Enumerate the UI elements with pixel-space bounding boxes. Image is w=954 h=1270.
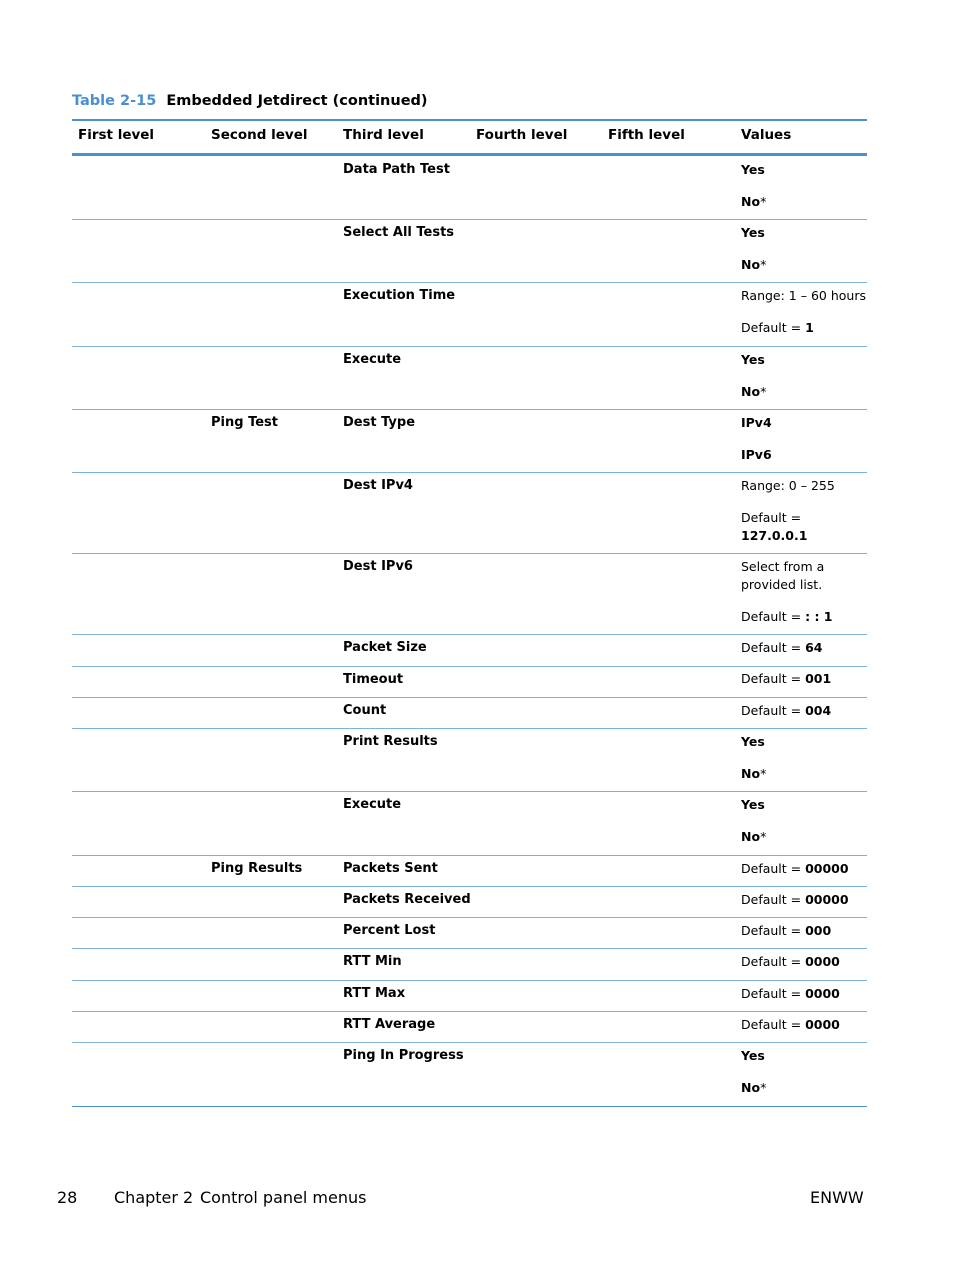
third-level-cell: Data Path Test	[343, 162, 450, 177]
table-number: Table 2-15	[72, 93, 157, 109]
third-level-cell: RTT Average	[343, 1017, 436, 1032]
row-divider	[72, 1042, 867, 1043]
third-level-cell: Execute	[343, 352, 402, 367]
row-divider	[72, 472, 867, 473]
header-fourth-level: Fourth level	[476, 127, 568, 143]
value-text: Default =	[741, 510, 802, 525]
value-line	[741, 477, 835, 495]
value-text: Yes	[741, 797, 765, 812]
row-divider	[72, 409, 867, 410]
third-level-cell: Dest IPv4	[343, 478, 413, 493]
value-text: provided list.	[741, 577, 823, 592]
second-level-cell: Ping Results	[211, 861, 303, 876]
value-text: Default =	[741, 923, 806, 938]
third-level-cell: Packet Size	[343, 640, 427, 655]
value-text: Default =	[741, 1017, 806, 1032]
third-level-cell: Dest Type	[343, 415, 416, 430]
value-text: Range: 0 – 255	[741, 478, 835, 493]
value-text: 0000	[805, 986, 840, 1001]
value-text: : : 1	[805, 609, 833, 624]
row-divider	[72, 666, 867, 667]
value-text: *	[760, 829, 767, 844]
third-level-cell: Print Results	[343, 734, 438, 749]
value-text: No	[741, 384, 761, 399]
third-level-cell: Execution Time	[343, 288, 456, 303]
value-line	[741, 639, 823, 657]
third-level-cell: Select All Tests	[343, 225, 455, 240]
third-level-cell: Packets Received	[343, 892, 471, 907]
footer-chapter: Chapter 2	[114, 1188, 194, 1207]
value-text: *	[760, 1080, 767, 1095]
value-line	[741, 702, 831, 720]
row-divider	[72, 791, 867, 792]
value-text: 00000	[805, 892, 849, 907]
header-values: Values	[741, 127, 792, 143]
table-top-rule	[72, 119, 867, 121]
value-line	[741, 193, 766, 211]
row-divider	[72, 886, 867, 887]
value-line	[741, 446, 772, 464]
table-title: Embedded Jetdirect (continued)	[166, 93, 428, 109]
header-third-level: Third level	[343, 127, 424, 143]
value-text: Default =	[741, 609, 806, 624]
value-text: IPv4	[741, 415, 772, 430]
value-text: Yes	[741, 352, 765, 367]
table-caption	[72, 93, 428, 109]
footer-page-number: 28	[57, 1188, 78, 1207]
value-line	[741, 287, 866, 305]
value-text: Default =	[741, 640, 806, 655]
value-line	[741, 1079, 766, 1097]
value-line	[741, 576, 822, 594]
value-text: Default =	[741, 892, 806, 907]
third-level-cell: Ping In Progress	[343, 1048, 464, 1063]
value-text: 64	[805, 640, 823, 655]
third-level-cell: Dest IPv6	[343, 559, 413, 574]
value-text: 000	[805, 923, 832, 938]
value-text: 0000	[805, 954, 840, 969]
value-line	[741, 351, 765, 369]
value-text: No	[741, 766, 761, 781]
value-text: Default =	[741, 861, 806, 876]
value-text: Yes	[741, 225, 765, 240]
value-text: *	[760, 194, 767, 209]
row-divider	[72, 948, 867, 949]
value-line	[741, 765, 766, 783]
row-divider	[72, 1011, 867, 1012]
header-fifth-level: Fifth level	[608, 127, 685, 143]
third-level-cell: RTT Max	[343, 986, 406, 1001]
row-divider	[72, 553, 867, 554]
row-divider	[72, 855, 867, 856]
value-text: Default =	[741, 986, 806, 1001]
row-divider	[72, 282, 867, 283]
value-text: 1	[805, 320, 814, 335]
value-line	[741, 828, 766, 846]
value-line	[741, 558, 824, 576]
header-first-level: First level	[78, 127, 155, 143]
value-text: Yes	[741, 162, 765, 177]
row-divider	[72, 697, 867, 698]
row-divider	[72, 219, 867, 220]
value-text: 0000	[805, 1017, 840, 1032]
value-text: *	[760, 766, 767, 781]
third-level-cell: Execute	[343, 797, 402, 812]
row-divider	[72, 1106, 867, 1107]
third-level-cell: Packets Sent	[343, 861, 438, 876]
value-text: *	[760, 257, 767, 272]
value-text: 004	[805, 703, 832, 718]
value-line	[741, 670, 831, 688]
value-text: Default =	[741, 671, 806, 686]
value-line	[741, 891, 849, 909]
value-line	[741, 383, 766, 401]
value-text: 001	[805, 671, 832, 686]
header-second-level: Second level	[211, 127, 308, 143]
value-text: 127.0.0.1	[741, 528, 808, 543]
value-line	[741, 224, 765, 242]
value-line	[741, 527, 807, 545]
value-line	[741, 922, 831, 940]
value-line	[741, 608, 833, 626]
value-text: Default =	[741, 703, 806, 718]
value-line	[741, 733, 765, 751]
footer-doc-id: ENWW	[810, 1188, 864, 1207]
header-bottom-rule	[72, 153, 867, 156]
row-divider	[72, 980, 867, 981]
footer-chapter-title: Control panel menus	[200, 1188, 367, 1207]
value-line	[741, 985, 840, 1003]
value-line	[741, 1047, 765, 1065]
value-text: *	[760, 384, 767, 399]
value-text: No	[741, 257, 761, 272]
third-level-cell: RTT Min	[343, 954, 402, 969]
value-text: Yes	[741, 734, 765, 749]
row-divider	[72, 728, 867, 729]
value-text: Range: 1 – 60 hours	[741, 288, 866, 303]
value-text: Default =	[741, 954, 806, 969]
third-level-cell: Timeout	[343, 672, 404, 687]
value-text: Default =	[741, 320, 806, 335]
value-line	[741, 414, 772, 432]
third-level-cell: Percent Lost	[343, 923, 436, 938]
value-text: No	[741, 194, 761, 209]
value-line	[741, 319, 814, 337]
third-level-cell: Count	[343, 703, 387, 718]
value-text: IPv6	[741, 447, 772, 462]
value-line	[741, 161, 765, 179]
value-line	[741, 1016, 840, 1034]
row-divider	[72, 346, 867, 347]
second-level-cell: Ping Test	[211, 415, 278, 430]
row-divider	[72, 917, 867, 918]
value-line	[741, 796, 765, 814]
row-divider	[72, 634, 867, 635]
value-line	[741, 256, 766, 274]
value-text: Select from a	[741, 559, 825, 574]
value-line	[741, 953, 840, 971]
value-text: 00000	[805, 861, 849, 876]
value-text: Yes	[741, 1048, 765, 1063]
value-text: No	[741, 1080, 761, 1095]
value-text: No	[741, 829, 761, 844]
value-line	[741, 509, 801, 527]
value-line	[741, 860, 849, 878]
